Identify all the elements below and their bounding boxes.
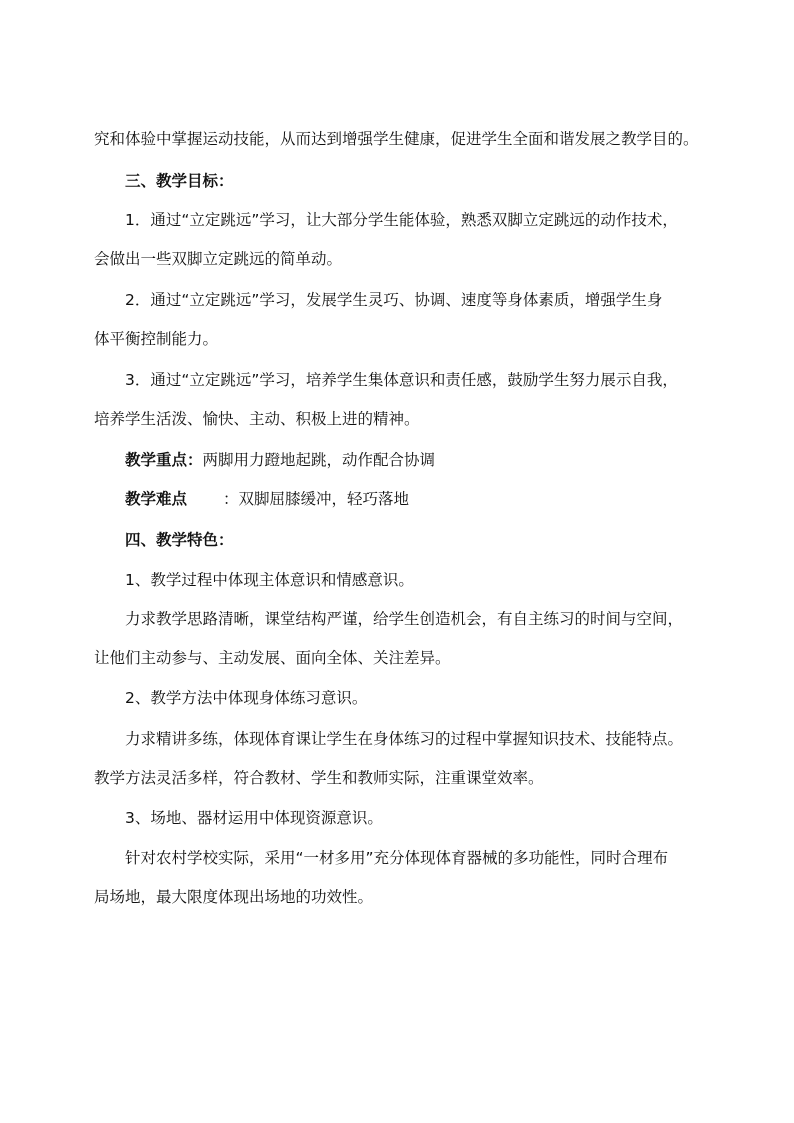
item2-title: 2、教学方法中体现身体练习意识。 bbox=[125, 689, 368, 707]
goal2-line2: 体平衡控制能力。 bbox=[94, 330, 219, 348]
difficulty bbox=[0, 489, 794, 509]
key-point-label: 教学重点： bbox=[125, 451, 203, 469]
goal1-line2: 会做出一些双脚立定跳远的简单动。 bbox=[94, 250, 343, 268]
item3-line2: 局场地，最大限度体现出场地的功效性。 bbox=[94, 888, 374, 906]
section4-heading: 四、教学特色： bbox=[125, 531, 234, 549]
item2-line1: 力求精讲多练，体现体育课让学生在身体练习的过程中掌握知识技术、技能特点。 bbox=[125, 730, 684, 748]
item1-line2: 让他们主动参与、主动发展、面向全体、关注差异。 bbox=[94, 649, 451, 667]
item2-line2: 教学方法灵活多样，符合教材、学生和教师实际，注重课堂效率。 bbox=[94, 769, 544, 787]
key-point-text: 两脚用力蹬地起跳，动作配合协调 bbox=[202, 451, 436, 469]
goal2-line1: 2．通过“立定跳远”学习，发展学生灵巧、协调、速度等身体素质，增强学生身 bbox=[125, 291, 663, 309]
goal3-line1: 3．通过“立定跳远”学习，培养学生集体意识和责任感，鼓励学生努力展示自我， bbox=[125, 371, 678, 389]
goal3-line2: 培养学生活泼、愉快、主动、积极上进的精神。 bbox=[94, 410, 420, 428]
section3-heading: 三、教学目标： bbox=[125, 172, 234, 190]
item3-title: 3、场地、器材运用中体现资源意识。 bbox=[125, 809, 383, 827]
intro-line: 究和体验中掌握运动技能，从而达到增强学生健康，促进学生全面和谐发展之教学目的。 bbox=[94, 130, 699, 148]
goal1-line1: 1．通过“立定跳远”学习，让大部分学生能体验，熟悉双脚立定跳远的动作技术， bbox=[125, 211, 678, 229]
item3-line1: 针对农村学校实际，采用“一材多用”充分体现体育器械的多功能性，同时合理布 bbox=[125, 849, 669, 867]
item1-line1: 力求教学思路清晰，课堂结构严谨，给学生创造机会，有自主练习的时间与空间， bbox=[125, 610, 684, 628]
item1-title: 1、教学过程中体现主体意识和情感意识。 bbox=[125, 571, 414, 589]
difficulty-label: 教学难点 bbox=[125, 490, 188, 508]
difficulty-text: ：双脚屈膝缓冲，轻巧落地 bbox=[223, 490, 410, 508]
key-point bbox=[0, 450, 794, 470]
